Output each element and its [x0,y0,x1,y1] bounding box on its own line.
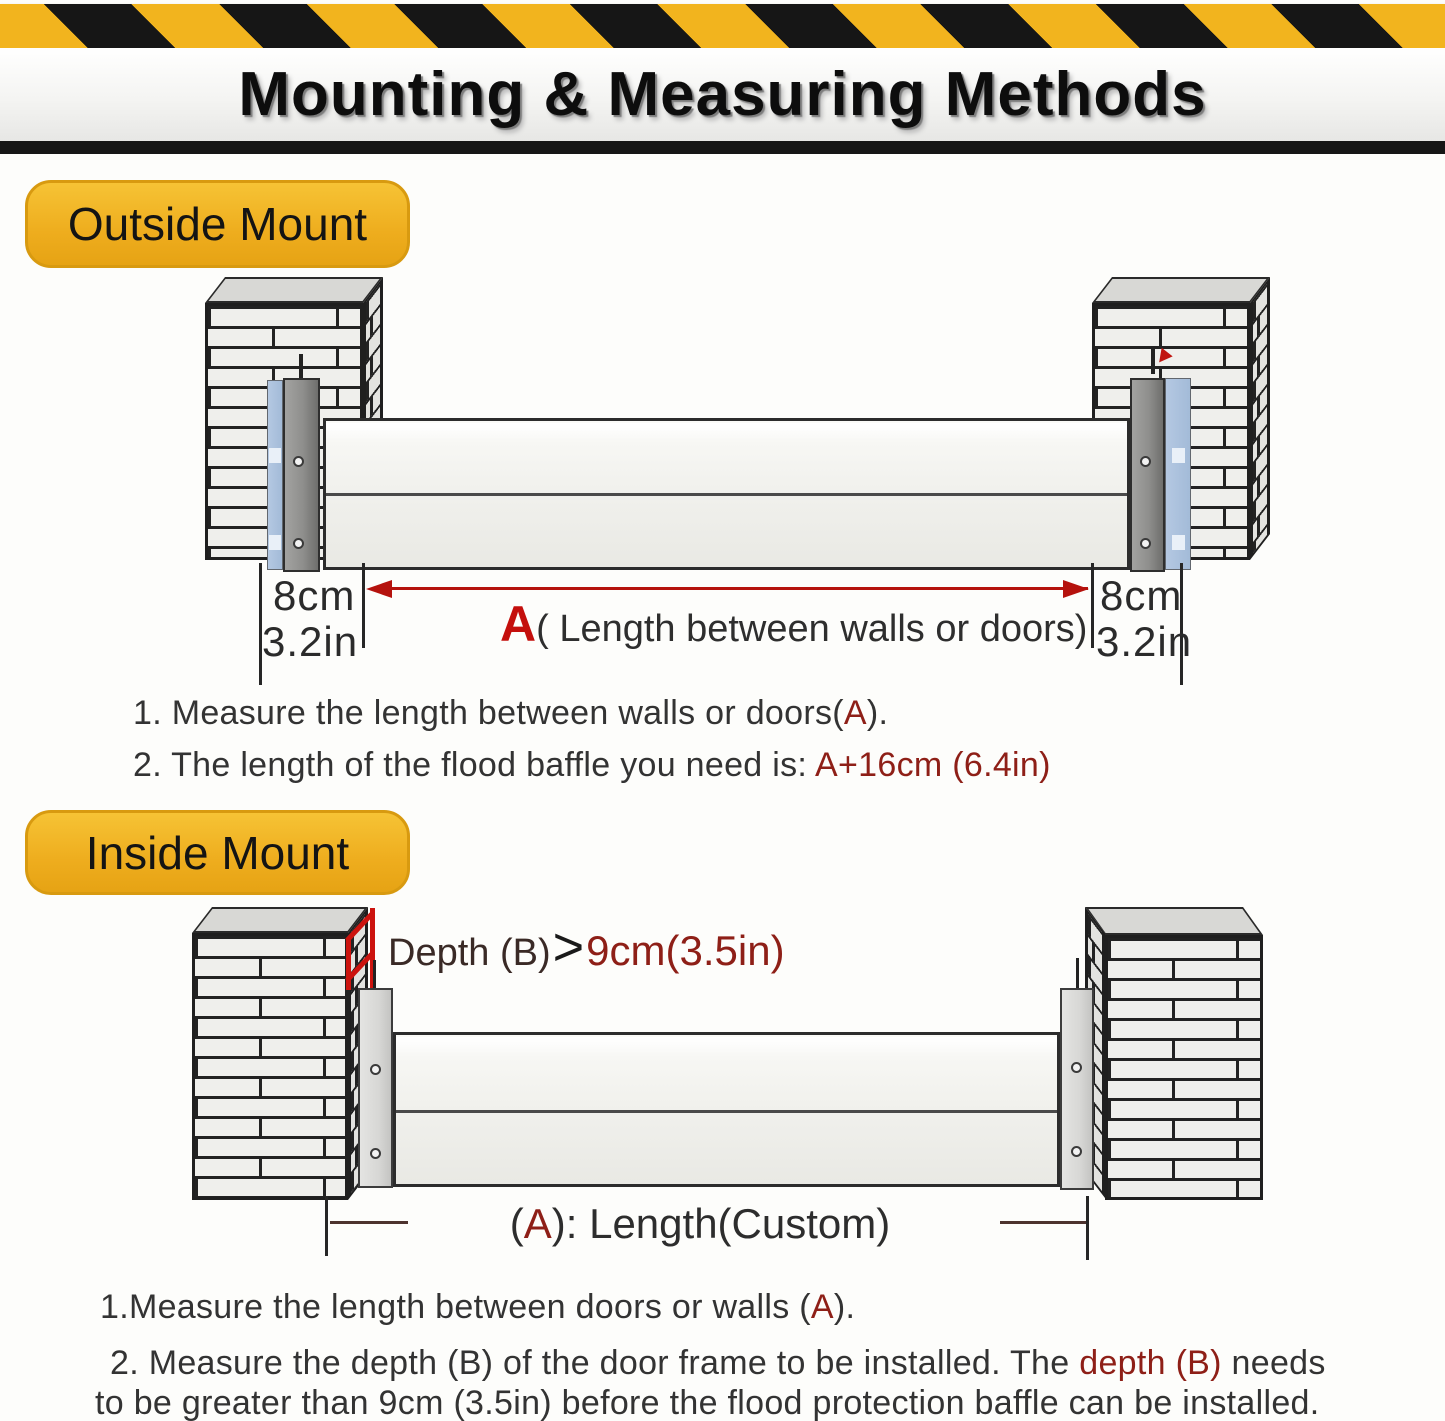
depth-value: 9cm(3.5in) [586,927,785,974]
screw-hole [293,538,304,549]
measure-line [1000,1221,1086,1224]
seal-highlight [269,448,281,463]
step-emphasis: A [810,1288,834,1326]
length-label-text: ): Length(Custom) [551,1200,891,1247]
step-text: needs [1221,1344,1326,1382]
outside-mount-label: Outside Mount [25,180,410,268]
flood-baffle [393,1032,1060,1187]
custom-length-label [420,1200,980,1248]
measure-tick [325,1196,328,1256]
step-text: 2. The length of the flood baffle you need is: [133,746,816,784]
instruction-step [100,1288,855,1327]
channel-bracket [1060,988,1094,1190]
span-length-caption: ( Length between walls or doors) [536,608,1088,650]
offset-dimension-cm: 8cm [273,572,356,619]
page-title: Mounting & Measuring Methods [238,60,1207,129]
step-text: 1. Measure the length between walls or doors( [133,694,844,732]
offset-dimension-in: 3.2in [262,618,359,665]
step-text: to be greater than 9cm (3.5in) before the flood protection baffle can be installed. [95,1384,1320,1421]
measure-tick [1086,1196,1089,1260]
screw-hole [1071,1062,1082,1073]
seal-highlight [1172,535,1185,550]
measure-arrow-line [372,587,1088,590]
greater-than-symbol: > [552,917,585,977]
plank-highlight [326,423,1127,443]
screw-hole [1140,456,1151,467]
mounting-pin [1076,958,1079,990]
step-emphasis: depth (B) [1079,1344,1222,1382]
inside-mount-label: Inside Mount [25,810,410,895]
instruction-step [95,1384,1319,1421]
plank-divider [326,493,1127,496]
header-divider-bar [0,141,1445,154]
offset-dimension-cm: 8cm [1100,572,1183,619]
step-text: ). [866,694,889,732]
flood-baffle [323,418,1130,570]
step-text: 2. Measure the depth (B) of the door frame to be installed. The [110,1344,1080,1382]
span-length-label [500,595,1087,653]
wall-top-face [205,277,383,303]
hazard-stripe-banner [0,4,1445,48]
title-band [0,48,1445,141]
step-text: 1.Measure the length between doors or walls ( [100,1288,811,1326]
screw-hole [370,1148,381,1159]
step-emphasis: A [843,694,867,732]
wall-top-face [192,907,368,933]
arrowhead-left-icon [366,580,392,598]
seal-highlight [1172,448,1185,463]
mounting-pin [373,960,376,990]
plank-divider [396,1110,1057,1113]
wall-top-face [1092,277,1270,303]
screw-hole [370,1064,381,1075]
wall-front-face [1105,935,1263,1200]
plank-highlight [396,1037,1057,1057]
instruction-step [133,746,1051,785]
seal-highlight [269,535,281,550]
wall-top-face [1085,907,1263,935]
instruction-step [133,694,888,733]
step-text: ). [833,1288,856,1326]
screw-hole [1140,538,1151,549]
dimension-marker-a: A [500,596,537,652]
offset-dimension-in: 3.2in [1096,618,1193,665]
dimension-marker-a: A [523,1200,552,1247]
screw-hole [1071,1146,1082,1157]
measure-line [330,1221,408,1224]
wall-side-face [1250,277,1270,560]
depth-label-text: Depth (B) [388,932,551,974]
length-label-text: ( [509,1200,524,1247]
wall-front-face [192,933,348,1200]
depth-label [388,916,785,978]
measure-tick [1091,563,1094,648]
measure-tick [362,563,365,648]
step-emphasis: A+16cm (6.4in) [815,746,1051,784]
instruction-step [110,1344,1326,1383]
screw-hole [293,456,304,467]
